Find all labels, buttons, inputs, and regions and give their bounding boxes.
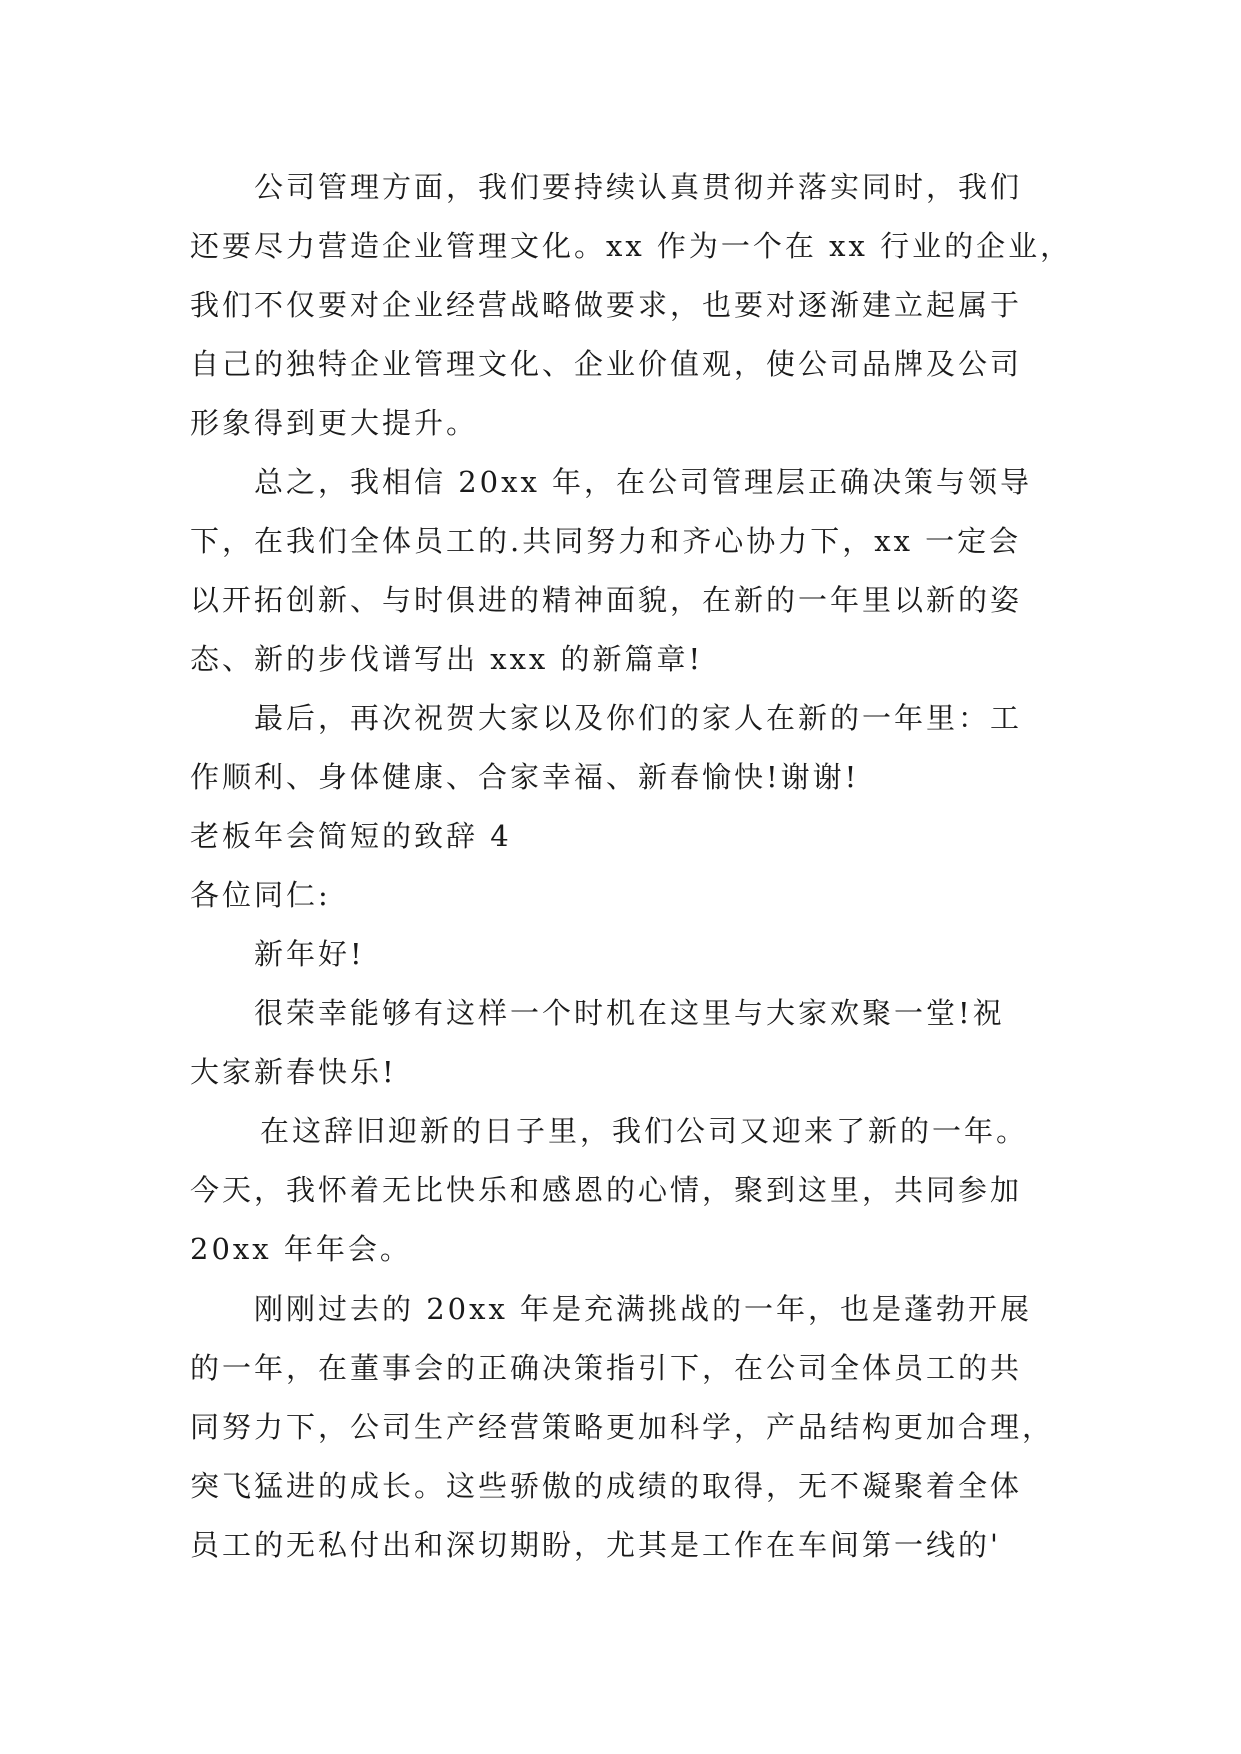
text-line: 下，在我们全体员工的.共同努力和齐心协力下，xx 一定会 (190, 524, 1022, 558)
text-line: 态、新的步伐谱写出 xxx 的新篇章! (190, 642, 704, 676)
text-line: 最后，再次祝贺大家以及你们的家人在新的一年里：工 (254, 701, 1023, 735)
text-line: 在这辞旧迎新的日子里，我们公司又迎来了新的一年。 (260, 1114, 1029, 1148)
text-line: 形象得到更大提升。 (190, 406, 479, 440)
text-line: 很荣幸能够有这样一个时机在这里与大家欢聚一堂!祝 (254, 996, 1005, 1030)
text-line: 作顺利、身体健康、合家幸福、新春愉快!谢谢! (190, 760, 860, 794)
text-line: 刚刚过去的 20xx 年是充满挑战的一年，也是蓬勃开展 (254, 1292, 1033, 1326)
text-line: 员工的无私付出和深切期盼，尤其是工作在车间第一线的' (190, 1528, 1001, 1562)
text-line: 公司管理方面，我们要持续认真贯彻并落实同时，我们 (254, 170, 1023, 204)
document-body (190, 158, 1073, 1575)
text-line: 今天，我怀着无比快乐和感恩的心情，聚到这里，共同参加 (190, 1173, 1023, 1207)
greeting: 新年好! (254, 937, 365, 971)
paragraph-new-year (190, 1102, 1070, 1279)
text-line: 自己的独特企业管理文化、企业价值观，使公司品牌及公司 (190, 347, 1023, 381)
text-line: 20xx 年年会。 (190, 1232, 412, 1266)
paragraph-honored (190, 984, 1070, 1102)
text-line: 同努力下，公司生产经营策略更加科学，产品结构更加合理， (190, 1410, 1055, 1444)
text-line: 还要尽力营造企业管理文化。xx 作为一个在 xx 行业的企业， (190, 229, 1073, 263)
text-line: 大家新春快乐! (190, 1055, 397, 1089)
paragraph-management-culture (190, 158, 1073, 453)
text-line: 的一年，在董事会的正确决策指引下，在公司全体员工的共 (190, 1351, 1023, 1385)
paragraph-past-year (190, 1280, 1070, 1575)
paragraph-closing-wishes (190, 689, 1070, 807)
salutation: 各位同仁: (190, 878, 331, 912)
paragraph-conclusion (190, 453, 1070, 689)
text-line: 我们不仅要对企业经营战略做要求，也要对逐渐建立起属于 (190, 288, 1023, 322)
text-line: 总之，我相信 20xx 年，在公司管理层正确决策与领导 (254, 465, 1033, 499)
text-line: 以开拓创新、与时俱进的精神面貌，在新的一年里以新的姿 (190, 583, 1023, 617)
section-title: 老板年会简短的致辞 4 (190, 819, 512, 853)
text-line: 突飞猛进的成长。这些骄傲的成绩的取得，无不凝聚着全体 (190, 1469, 1023, 1503)
